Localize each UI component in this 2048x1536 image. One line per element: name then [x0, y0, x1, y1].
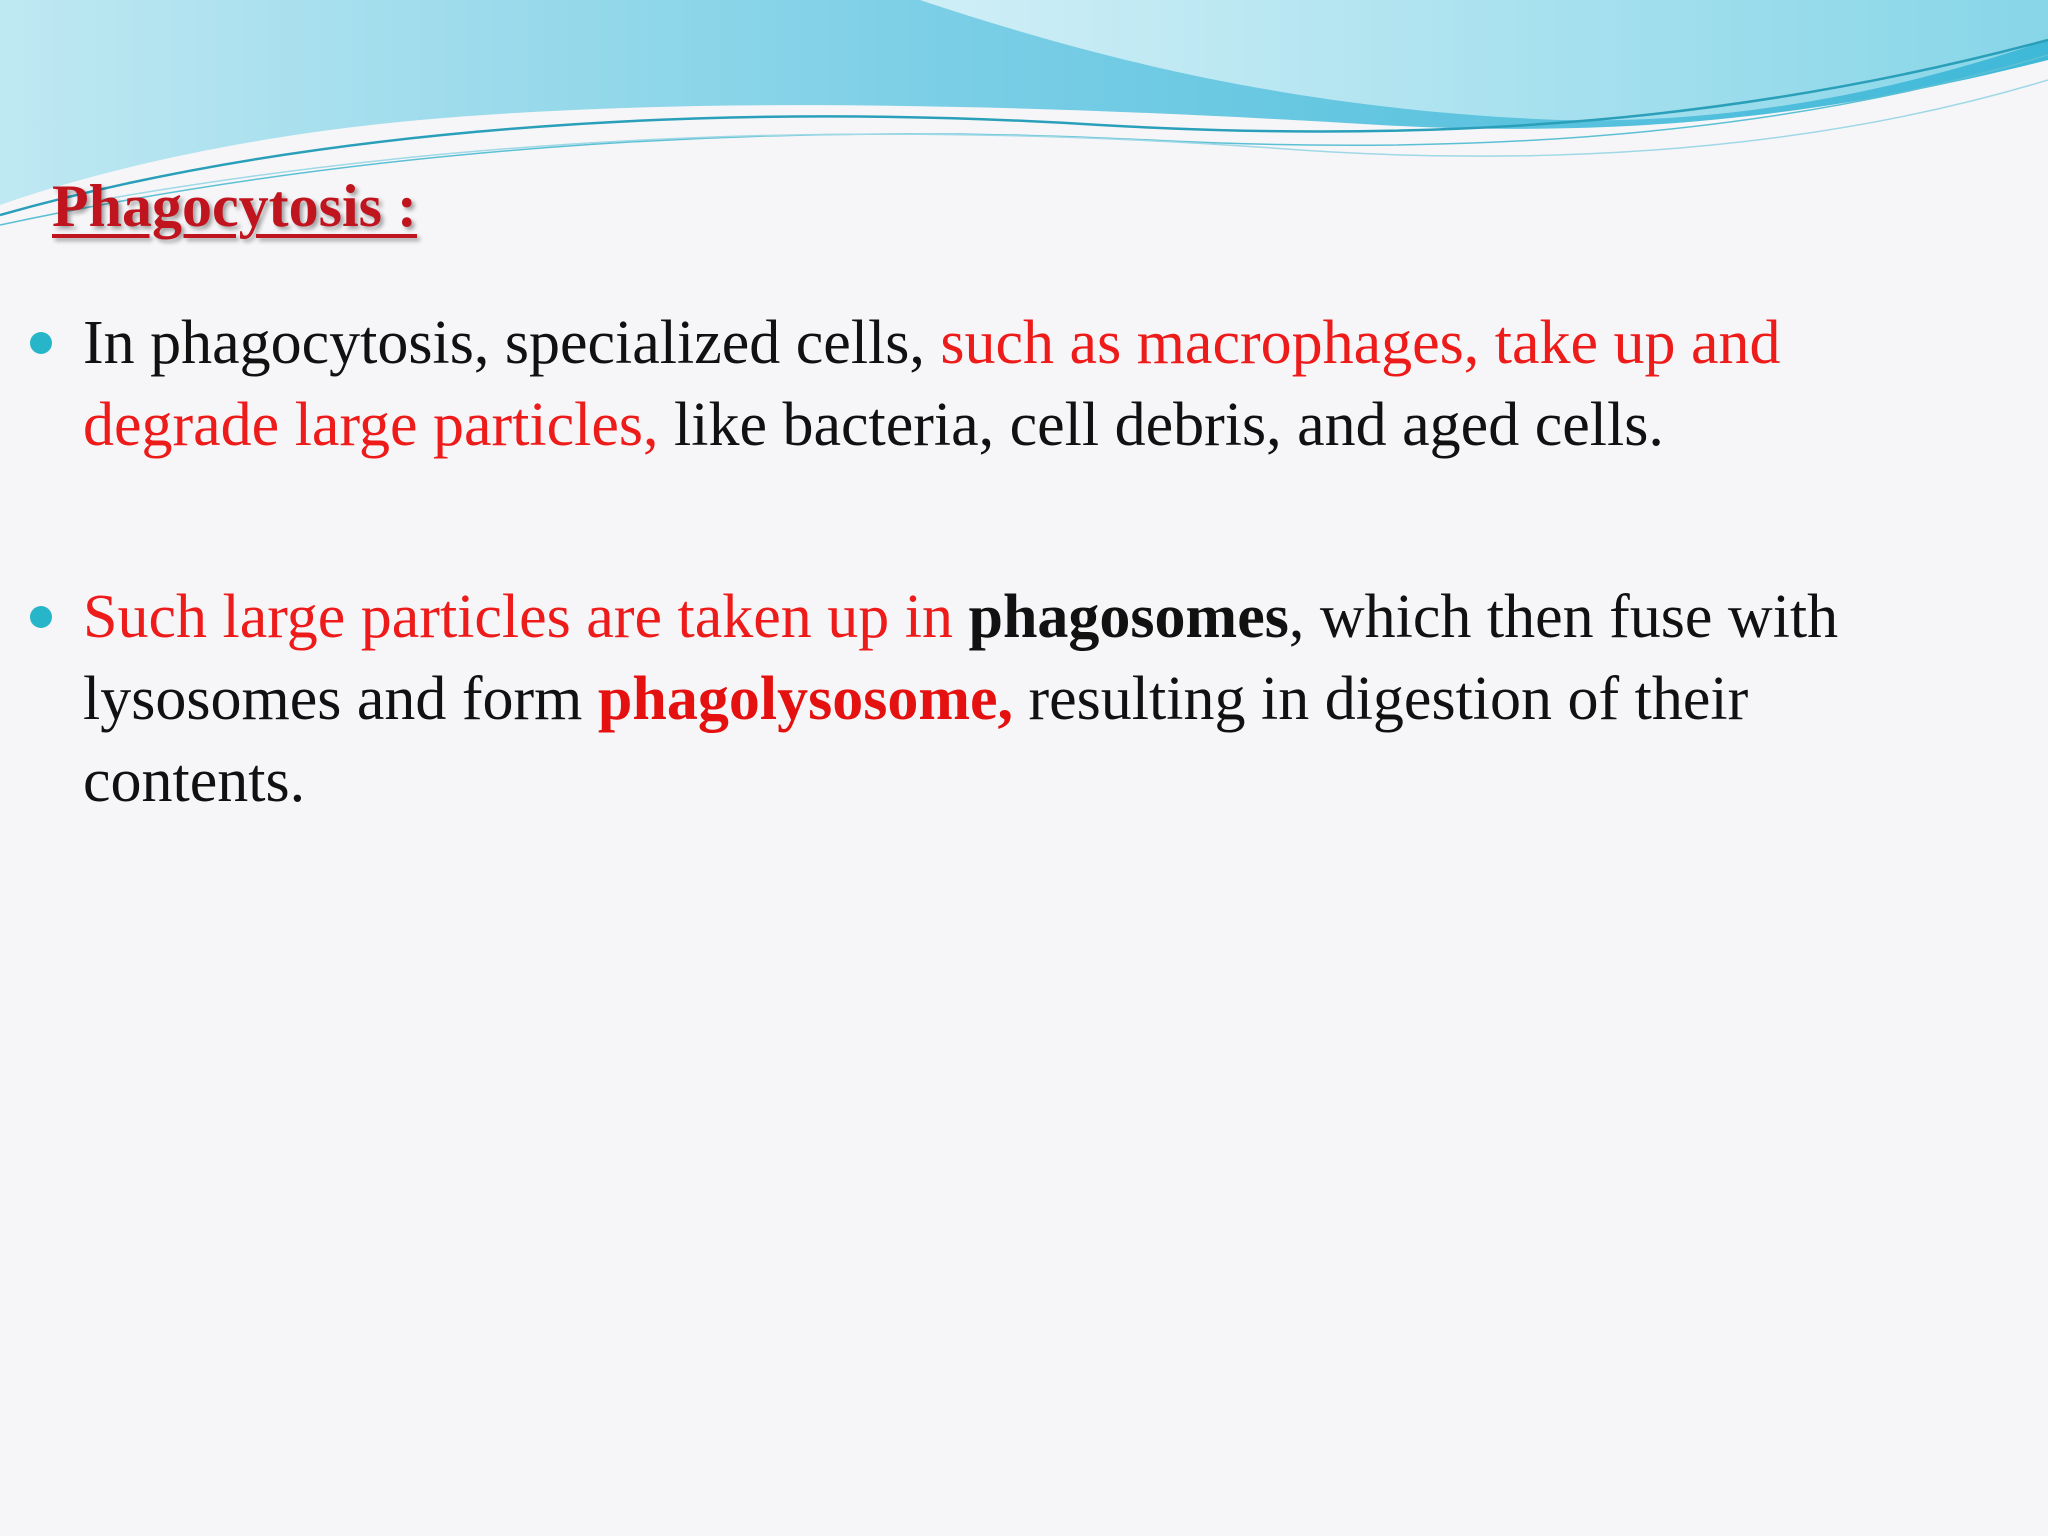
slide-title: Phagocytosis :: [52, 173, 417, 239]
highlighted-text: Such large particles are taken up in: [83, 583, 969, 651]
bullet-text: resulting in digestion of their contents.: [83, 665, 1749, 815]
bullet-text: , which then fuse with lysosomes and form: [83, 583, 1839, 733]
bullet-dot-icon: [30, 606, 52, 628]
bullet-list: [0, 302, 2048, 822]
highlighted-text: such as macrophages, take up and degrade large particles,: [83, 309, 1781, 459]
bullet-text: like bacteria, cell debris, and aged cells.: [658, 391, 1664, 459]
bold-term-phagolysosome: phagolysosome,: [597, 665, 1013, 733]
bullet-dot-icon: [30, 332, 52, 354]
bullet-item-phagocytosis-definition: [0, 302, 1983, 466]
bullet-item-phagosome-fusion: [0, 576, 1983, 822]
bold-term-phagosomes: phagosomes: [968, 583, 1289, 651]
bullet-text: In phagocytosis, specialized cells,: [83, 309, 941, 377]
